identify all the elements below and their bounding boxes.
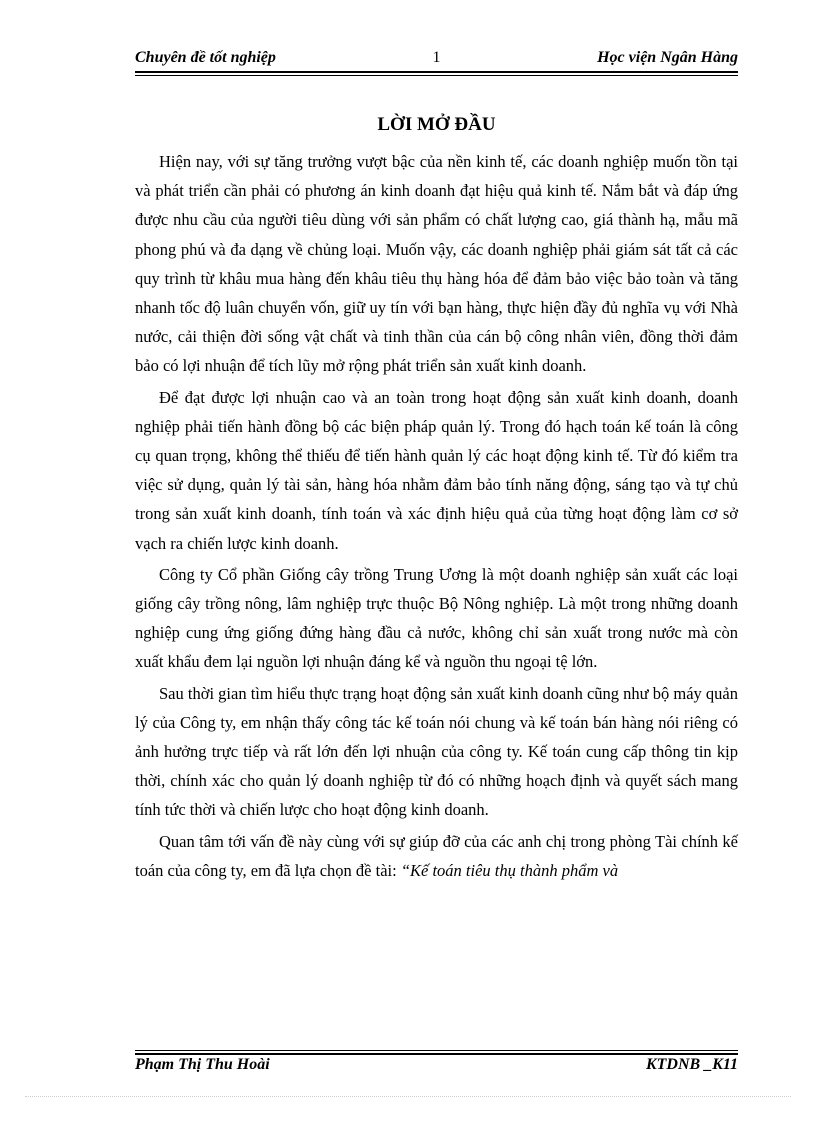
page-header (135, 49, 738, 69)
paragraph: Sau thời gian tìm hiểu thực trạng hoạt động sản xuất kinh doanh cũng như bộ máy quản lý của Công ty, em nhận thấy công tác kế toán nói chung và kế toán bán hàng nói riêng có ảnh hưởng trực tiếp và rất lớn đến lợi nhuận của công ty. Kế toán cung cấp thông tin kịp thời, chính xác cho quản lý doanh nghiệp từ đó có những hoạch định và quyết sách mang tính tức thời và chiến lược cho hoạt động kinh doanh. (135, 683, 738, 820)
page-title: LỜI MỞ ĐẦU (377, 114, 496, 135)
page-footer (135, 1056, 738, 1076)
page-edge-divider (25, 1096, 791, 1097)
paragraph: Công ty Cổ phần Giống cây trồng Trung Ương là một doanh nghiệp sản xuất các loại giống cây trồng nông, lâm nghiệp trực thuộc Bộ Nông nghiệp. Là một trong những doanh nghiệp cung ứng giống đứng hàng đầu cả nước, không chỉ sản xuất trong nước mà còn xuất khẩu đem lại nguồn lợi nhuận đáng kể và nguồn thu ngoại tệ lớn. (135, 564, 738, 672)
thesis-topic-emphasis: “Kế toán tiêu thụ thành phẩm và (400, 860, 619, 880)
paragraph: Để đạt được lợi nhuận cao và an toàn trong hoạt động sản xuất kinh doanh, doanh nghiệp phải tiến hành đồng bộ các biện pháp quản lý. Trong đó hạch toán kế toán là công cụ quan trọng, không thể thiếu để tiến hành quản lý các hoạt động kinh tế. Từ đó kiểm tra việc sử dụng, quản lý tài sản, hàng hóa nhằm đảm bảo tính năng động, sáng tạo và tự chủ trong sản xuất kinh doanh, tính toán và xác định hiệu quả của từng hoạt động làm cơ sở vạch ra chiến lược kinh doanh. (135, 387, 738, 553)
paragraph: Hiện nay, với sự tăng trưởng vượt bậc của nền kinh tế, các doanh nghiệp muốn tồn tại và phát triển cần phải có phương án kinh doanh đạt hiệu quả kinh tế. Nắm bắt và đáp ứng được nhu cầu của người tiêu dùng với sản phẩm có chất lượng cao, giá thành hạ, mẫu mã phong phú và đa dạng về chủng loại. Muốn vậy, các doanh nghiệp phải giám sát tất cả các quy trình từ khâu mua hàng đến khâu tiêu thụ hàng hóa để đảm bảo việc bảo toàn và tăng nhanh tốc độ luân chuyển vốn, giữ uy tín với bạn hàng, thực hiện đầy đủ nghĩa vụ với Nhà nước, cải thiện đời sống vật chất và tinh thần của cán bộ công nhân viên, đồng thời đảm bảo có lợi nhuận để tích lũy mở rộng phát triển sản xuất kinh doanh. (135, 152, 738, 376)
header-rule (135, 71, 738, 76)
document-body (135, 147, 738, 887)
footer-author: Phạm Thị Thu Hoài (135, 1056, 270, 1073)
header-institution: Học viện Ngân Hàng (597, 49, 738, 66)
header-thesis-label: Chuyên đề tốt nghiệp (135, 49, 276, 66)
paragraph-text: Quan tâm tới vấn đề này cùng với sự giúp đỡ của các anh chị trong phòng Tài chính kế toán của công ty, em đã lựa chọn đề tài: (135, 831, 738, 880)
footer-class-code: KTDNB _K11 (645, 1056, 738, 1073)
footer-rule (135, 1050, 738, 1055)
paragraph-last (135, 827, 738, 885)
header-page-number: 1 (432, 49, 441, 66)
